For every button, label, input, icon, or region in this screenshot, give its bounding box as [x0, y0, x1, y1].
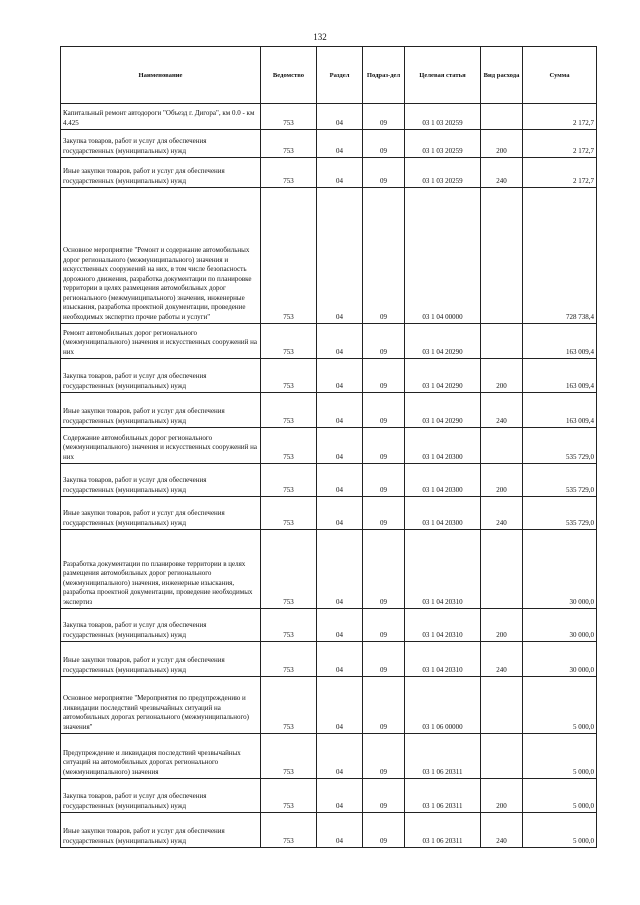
row-target-article: 03 1 06 20311 [405, 734, 481, 779]
row-vedomstvo: 753 [261, 609, 317, 642]
row-vedomstvo: 753 [261, 324, 317, 359]
row-expense-type [481, 104, 523, 130]
table-row [61, 497, 597, 530]
row-name: Иные закупки товаров, работ и услуг для обеспечения государственных (муниципальных) нужд [61, 497, 261, 530]
row-razdel: 04 [317, 642, 363, 677]
row-name: Закупка товаров, работ и услуг для обеспечения государственных (муниципальных) нужд [61, 464, 261, 497]
table-row [61, 609, 597, 642]
row-vedomstvo: 753 [261, 813, 317, 848]
row-vedomstvo: 753 [261, 359, 317, 393]
table-row [61, 158, 597, 188]
row-target-article: 03 1 04 20300 [405, 464, 481, 497]
row-vedomstvo: 753 [261, 188, 317, 324]
table-row [61, 464, 597, 497]
row-expense-type: 240 [481, 813, 523, 848]
table-header-row [61, 47, 597, 104]
row-razdel: 04 [317, 324, 363, 359]
row-razdel: 04 [317, 734, 363, 779]
row-sum: 2 172,7 [523, 130, 597, 158]
row-vedomstvo: 753 [261, 393, 317, 428]
row-vedomstvo: 753 [261, 497, 317, 530]
row-name: Содержание автомобильных дорог регионального (межмуниципального) значения и искусственных сооружений на них [61, 428, 261, 464]
row-name: Основное мероприятие "Мероприятия по предупреждению и ликвидации последствий чрезвычайных ситуаций на автомобильных дорогах регионального (межмуниципального) значения" [61, 677, 261, 734]
row-vedomstvo: 753 [261, 734, 317, 779]
row-name: Предупреждение и ликвидация последствий чрезвычайных ситуаций на автомобильных дорогах регионального (межмуниципального) значения [61, 734, 261, 779]
row-podrazdel: 09 [363, 130, 405, 158]
row-podrazdel: 09 [363, 158, 405, 188]
row-expense-type: 240 [481, 497, 523, 530]
header-vedomstvo: Ведомство [261, 47, 317, 104]
row-sum: 163 009,4 [523, 324, 597, 359]
row-razdel: 04 [317, 497, 363, 530]
row-podrazdel: 09 [363, 677, 405, 734]
row-target-article: 03 1 03 20259 [405, 158, 481, 188]
row-name: Ремонт автомобильных дорог регионального (межмуниципального) значения и искусственных сооружений на них [61, 324, 261, 359]
row-razdel: 04 [317, 393, 363, 428]
row-name: Основное мероприятие "Ремонт и содержание автомобильных дорог регионального (межмуниципального) значения и искусственных сооружений на них, в том числе безопасность дорожного движения, разработка документации по планировке территории в целях размещения автомобильных дорог регионального (межмуниципального) значения, инженерные изыскания, разработка проектной документации, проведение необходимых экспертиз прочие работы и услуги" [61, 188, 261, 324]
row-podrazdel: 09 [363, 530, 405, 609]
row-expense-type: 200 [481, 464, 523, 497]
row-sum: 5 000,0 [523, 734, 597, 779]
row-target-article: 03 1 04 20290 [405, 393, 481, 428]
row-razdel: 04 [317, 130, 363, 158]
row-name: Капитальный ремонт автодороги "Объезд г. Дигора", км 0.0 - км 4.425 [61, 104, 261, 130]
row-sum: 535 729,0 [523, 464, 597, 497]
table-row [61, 104, 597, 130]
row-vedomstvo: 753 [261, 104, 317, 130]
row-target-article: 03 1 06 20311 [405, 779, 481, 813]
row-expense-type: 200 [481, 359, 523, 393]
row-sum: 5 000,0 [523, 813, 597, 848]
row-name: Иные закупки товаров, работ и услуг для обеспечения государственных (муниципальных) нужд [61, 393, 261, 428]
header-podrazdel: Подраз-дел [363, 47, 405, 104]
header-name: Наименование [61, 47, 261, 104]
row-target-article: 03 1 06 20311 [405, 813, 481, 848]
table-row [61, 130, 597, 158]
page-number: 132 [313, 32, 327, 42]
row-razdel: 04 [317, 779, 363, 813]
row-podrazdel: 09 [363, 188, 405, 324]
row-target-article: 03 1 03 20259 [405, 104, 481, 130]
row-expense-type: 200 [481, 609, 523, 642]
table-row [61, 428, 597, 464]
row-sum: 535 729,0 [523, 497, 597, 530]
row-sum: 163 009,4 [523, 359, 597, 393]
row-razdel: 04 [317, 104, 363, 130]
row-target-article: 03 1 04 00000 [405, 188, 481, 324]
row-sum: 30 000,0 [523, 530, 597, 609]
row-podrazdel: 09 [363, 813, 405, 848]
row-vedomstvo: 753 [261, 130, 317, 158]
row-razdel: 04 [317, 530, 363, 609]
row-sum: 728 738,4 [523, 188, 597, 324]
row-podrazdel: 09 [363, 642, 405, 677]
table-row [61, 813, 597, 848]
row-target-article: 03 1 06 00000 [405, 677, 481, 734]
row-target-article: 03 1 04 20300 [405, 428, 481, 464]
row-target-article: 03 1 04 20300 [405, 497, 481, 530]
row-expense-type [481, 324, 523, 359]
row-podrazdel: 09 [363, 464, 405, 497]
header-target-article: Целевая статья [405, 47, 481, 104]
row-sum: 535 729,0 [523, 428, 597, 464]
row-razdel: 04 [317, 813, 363, 848]
row-target-article: 03 1 03 20259 [405, 130, 481, 158]
row-name: Иные закупки товаров, работ и услуг для обеспечения государственных (муниципальных) нужд [61, 813, 261, 848]
row-target-article: 03 1 04 20310 [405, 609, 481, 642]
table-row [61, 188, 597, 324]
header-sum: Сумма [523, 47, 597, 104]
row-podrazdel: 09 [363, 779, 405, 813]
row-name: Иные закупки товаров, работ и услуг для обеспечения государственных (муниципальных) нужд [61, 158, 261, 188]
row-vedomstvo: 753 [261, 779, 317, 813]
row-expense-type: 240 [481, 158, 523, 188]
row-target-article: 03 1 04 20290 [405, 324, 481, 359]
row-name: Закупка товаров, работ и услуг для обеспечения государственных (муниципальных) нужд [61, 779, 261, 813]
row-vedomstvo: 753 [261, 464, 317, 497]
row-target-article: 03 1 04 20310 [405, 642, 481, 677]
header-razdel: Раздел [317, 47, 363, 104]
row-sum: 163 009,4 [523, 393, 597, 428]
table-row [61, 677, 597, 734]
row-vedomstvo: 753 [261, 158, 317, 188]
table-row [61, 324, 597, 359]
row-expense-type: 240 [481, 393, 523, 428]
row-expense-type [481, 188, 523, 324]
row-expense-type [481, 734, 523, 779]
row-sum: 30 000,0 [523, 642, 597, 677]
row-sum: 2 172,7 [523, 158, 597, 188]
row-podrazdel: 09 [363, 609, 405, 642]
row-razdel: 04 [317, 158, 363, 188]
header-expense-type: Вид расхода [481, 47, 523, 104]
row-podrazdel: 09 [363, 428, 405, 464]
row-podrazdel: 09 [363, 393, 405, 428]
row-target-article: 03 1 04 20290 [405, 359, 481, 393]
row-sum: 30 000,0 [523, 609, 597, 642]
row-target-article: 03 1 04 20310 [405, 530, 481, 609]
row-name: Разработка документации по планировке территории в целях размещения автомобильных дорог регионального (межмуниципального) значения, инженерные изыскания, разработка проектной документации, проведение необходимых экспертиз [61, 530, 261, 609]
row-name: Иные закупки товаров, работ и услуг для обеспечения государственных (муниципальных) нужд [61, 642, 261, 677]
row-sum: 2 172,7 [523, 104, 597, 130]
row-razdel: 04 [317, 677, 363, 734]
row-razdel: 04 [317, 188, 363, 324]
row-razdel: 04 [317, 359, 363, 393]
row-expense-type [481, 677, 523, 734]
table-row [61, 359, 597, 393]
table-row [61, 779, 597, 813]
table-row [61, 734, 597, 779]
row-name: Закупка товаров, работ и услуг для обеспечения государственных (муниципальных) нужд [61, 359, 261, 393]
row-vedomstvo: 753 [261, 642, 317, 677]
row-expense-type: 200 [481, 779, 523, 813]
row-expense-type [481, 428, 523, 464]
row-podrazdel: 09 [363, 359, 405, 393]
table-row [61, 393, 597, 428]
row-sum: 5 000,0 [523, 677, 597, 734]
budget-table [60, 46, 597, 848]
row-podrazdel: 09 [363, 104, 405, 130]
table-row [61, 642, 597, 677]
row-name: Закупка товаров, работ и услуг для обеспечения государственных (муниципальных) нужд [61, 130, 261, 158]
row-expense-type: 200 [481, 130, 523, 158]
row-razdel: 04 [317, 464, 363, 497]
row-razdel: 04 [317, 428, 363, 464]
row-vedomstvo: 753 [261, 530, 317, 609]
row-name: Закупка товаров, работ и услуг для обеспечения государственных (муниципальных) нужд [61, 609, 261, 642]
row-vedomstvo: 753 [261, 428, 317, 464]
row-podrazdel: 09 [363, 734, 405, 779]
row-expense-type: 240 [481, 642, 523, 677]
row-podrazdel: 09 [363, 497, 405, 530]
row-podrazdel: 09 [363, 324, 405, 359]
row-razdel: 04 [317, 609, 363, 642]
table-row [61, 530, 597, 609]
row-sum: 5 000,0 [523, 779, 597, 813]
row-vedomstvo: 753 [261, 677, 317, 734]
row-expense-type [481, 530, 523, 609]
